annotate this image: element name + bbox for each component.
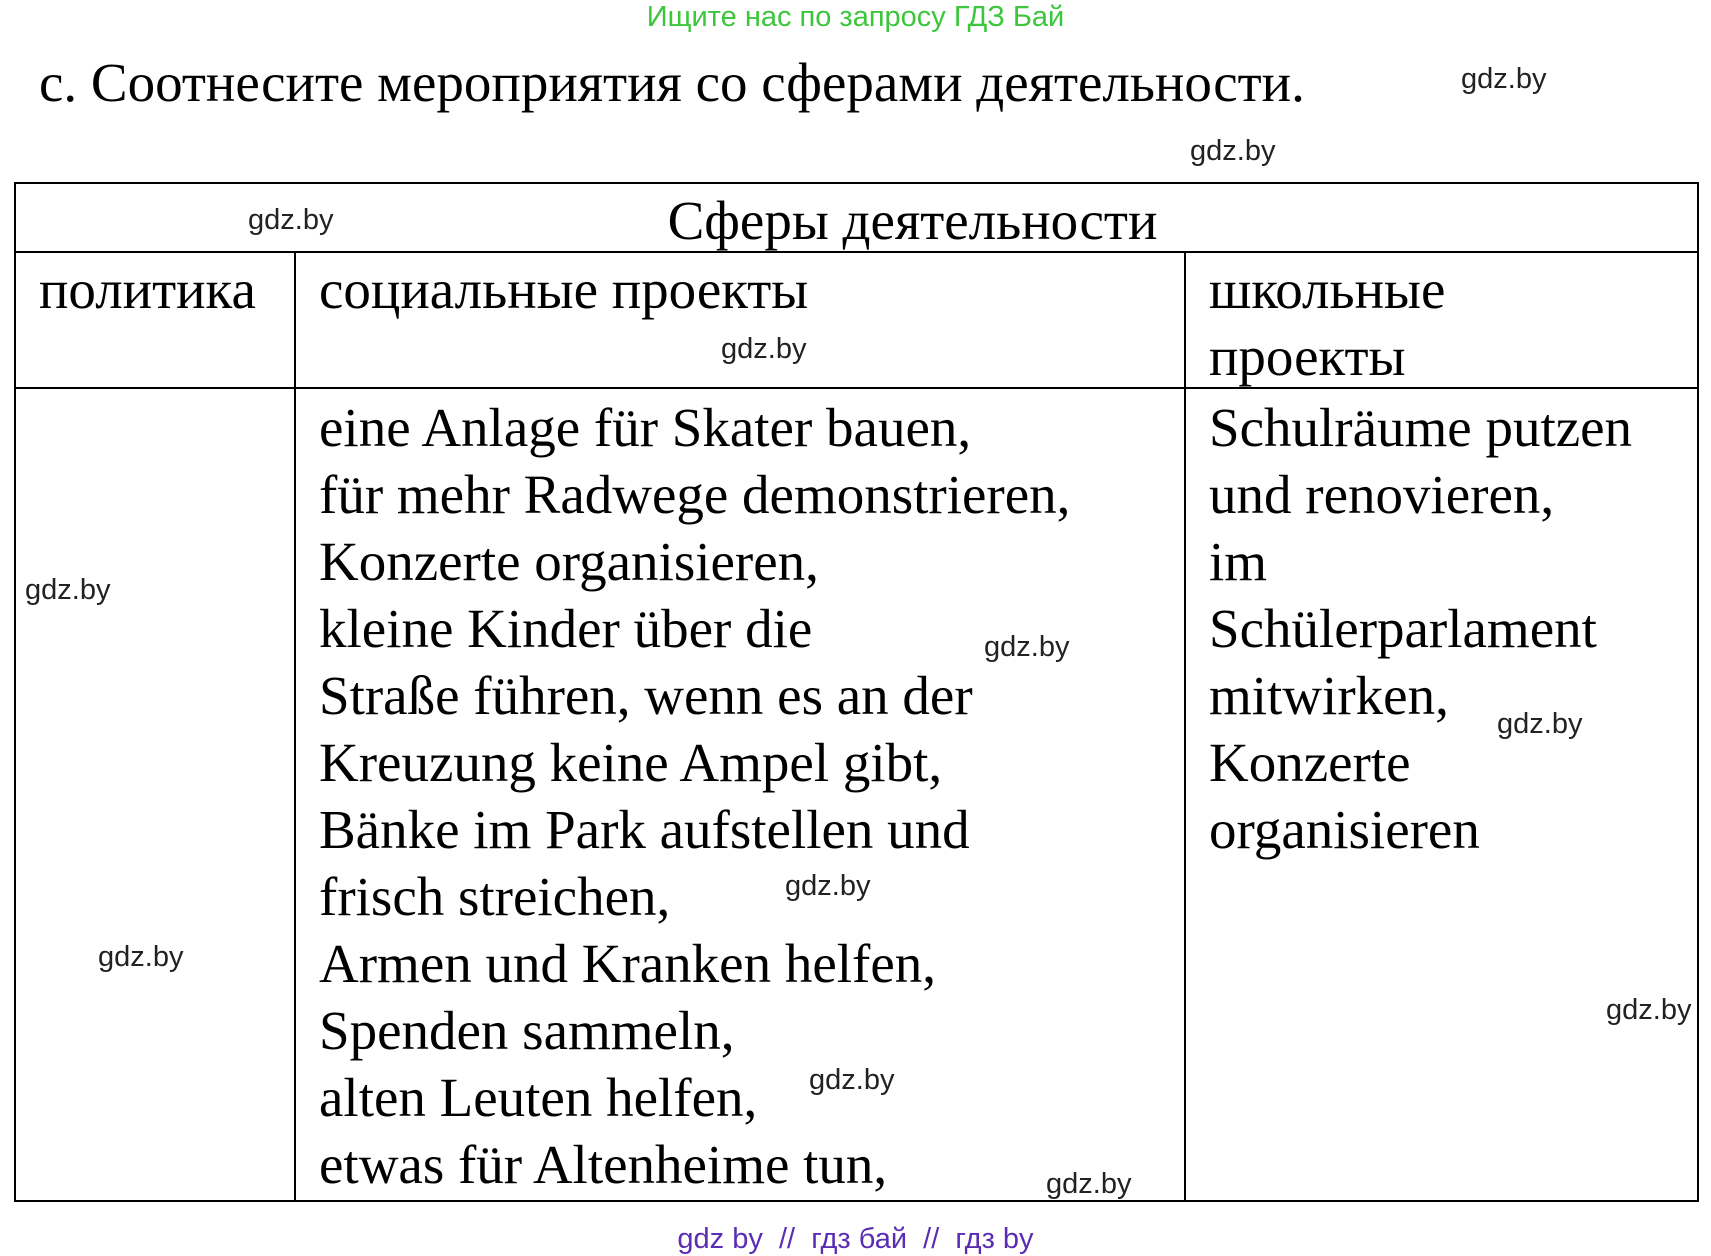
column-labels-row [15, 252, 1698, 388]
watermark: gdz.by [1046, 1168, 1132, 1200]
list-item: Armen und Kranken helfen, [319, 933, 937, 994]
watermark: gdz.by [809, 1064, 895, 1096]
top-banner: Ищите нас по запросу ГДЗ Бай [646, 1, 1065, 33]
column-social-projects [295, 252, 1185, 388]
watermark: gdz.by [248, 204, 334, 236]
list-item: etwas für Altenheime tun, [319, 1134, 888, 1195]
column-school-projects-label-line: школьные [1209, 259, 1446, 320]
watermark: gdz.by [1497, 708, 1583, 740]
column-politics-label: политика [39, 259, 256, 320]
watermark: gdz.by [1461, 63, 1547, 95]
list-item: eine Anlage für Skater bauen, [319, 397, 972, 458]
list-item: frisch streichen, [319, 866, 671, 927]
list-item: kleine Kinder über die [319, 598, 813, 659]
politics-items-cell [15, 388, 295, 1201]
list-item: für mehr Radwege demonstrieren, [319, 464, 1071, 525]
list-item: und renovieren, [1209, 464, 1555, 525]
column-social-projects-label: социальные проекты [319, 259, 809, 320]
table-header-label: Сферы деятельности [667, 190, 1158, 251]
list-item: mitwirken, [1209, 665, 1449, 726]
list-item: Konzerte organisieren, [319, 531, 819, 592]
column-school-projects [1185, 252, 1698, 388]
list-item: Straße führen, wenn es an der [319, 665, 973, 726]
column-politics [15, 252, 295, 388]
list-item: Schülerparlament [1209, 598, 1597, 659]
activity-spheres-table [14, 182, 1699, 1202]
list-item: Bänke im Park aufstellen und [319, 799, 970, 860]
list-item: Spenden sammeln, [319, 1000, 735, 1061]
watermark: gdz.by [25, 574, 111, 606]
list-item: Konzerte [1209, 732, 1411, 793]
school-projects-items-cell [1185, 388, 1698, 1201]
list-item: Schulräume putzen [1209, 397, 1633, 458]
footer-watermark: gdz by // гдз бай // гдз by [677, 1223, 1034, 1255]
watermark: gdz.by [984, 631, 1070, 663]
task-title: c. Соотнесите мероприятия со сферами деятельности. [39, 52, 1305, 113]
list-item: alten Leuten helfen, [319, 1067, 758, 1128]
watermark: gdz.by [1606, 994, 1692, 1026]
list-item: im [1209, 531, 1268, 592]
watermark: gdz.by [98, 941, 184, 973]
watermark: gdz.by [721, 333, 807, 365]
list-item: Kreuzung keine Ampel gibt, [319, 732, 943, 793]
column-school-projects-label-line: проекты [1209, 326, 1406, 387]
list-item: organisieren [1209, 799, 1480, 860]
watermark: gdz.by [785, 870, 871, 902]
watermark: gdz.by [1190, 135, 1276, 167]
social-projects-items-cell [295, 388, 1185, 1201]
